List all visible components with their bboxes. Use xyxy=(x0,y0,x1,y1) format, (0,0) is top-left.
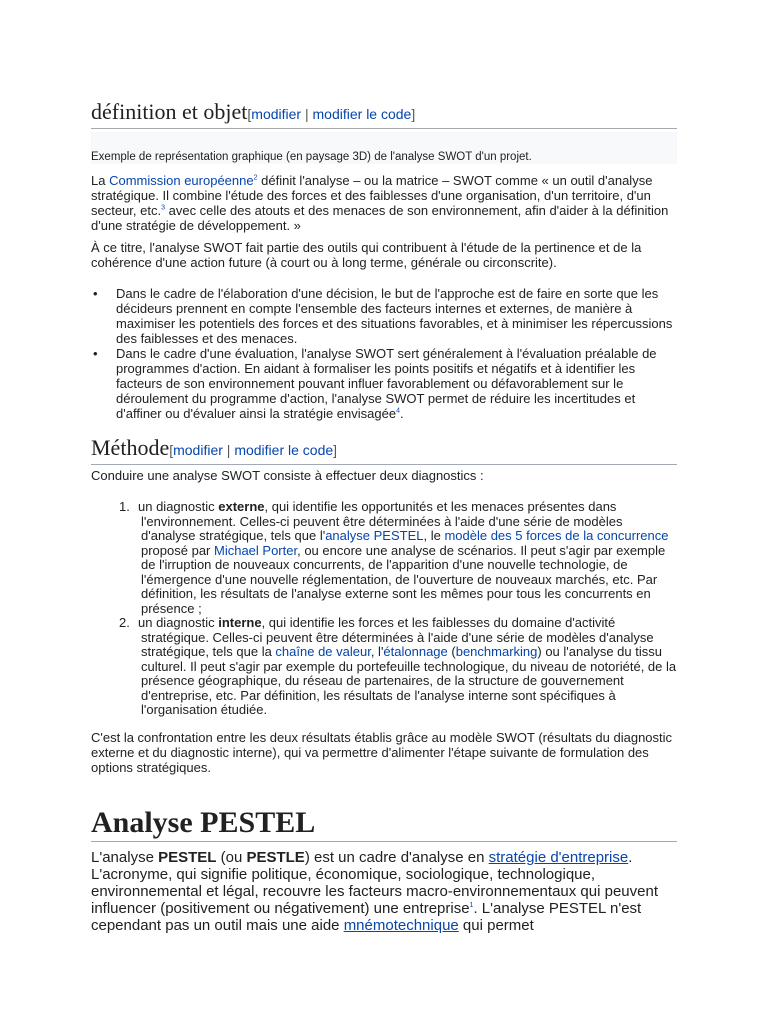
edit-links xyxy=(247,106,415,122)
edit-bracket-open: [ xyxy=(169,442,174,458)
list-item xyxy=(91,346,677,421)
section-title: Méthode xyxy=(91,435,170,460)
text: . L'analyse PESTEL n'est cependant pas un outil mais une aide xyxy=(91,900,642,934)
pestel-paragraph xyxy=(91,849,677,934)
link-5-forces[interactable]: modèle des 5 forces de la concurrence xyxy=(444,528,669,543)
list-number: 1. xyxy=(119,499,130,514)
text: proposé par xyxy=(141,542,214,558)
edit-bracket-close: ] xyxy=(333,442,338,458)
link-mnemotechnique[interactable]: mnémotechnique xyxy=(343,917,459,934)
text: . xyxy=(399,406,404,421)
text: , qui identifie les opportunités et les menaces présentes dans l'environnement. Celles-ci peuvent être déterminées à l'aide d'une série de modèles d'analyse stratégique, tels que l' xyxy=(141,499,623,543)
list-item-text: Dans le cadre de l'élaboration d'une décision, le but de l'approche est de faire en sorte que les décideurs prennent en compte l'ensemble des facteurs internes et externes, de manière à maximiser les potentiels des forces et des situations favorables, et à minimiser les répercussions des faiblesses et des menaces. xyxy=(116,286,673,346)
text: ( xyxy=(447,644,456,659)
link-chaine-de-valeur[interactable]: chaîne de valeur xyxy=(275,644,371,659)
definition-paragraph-2: À ce titre, l'analyse SWOT fait partie des outils qui contribuent à l'étude de la pertinence et de la cohérence d'une action future (à court ou à long terme, générale ou circonscrite). xyxy=(91,240,642,270)
link-commission-europeenne[interactable]: Commission européenne xyxy=(109,173,254,188)
bold-text: PESTLE xyxy=(246,849,305,866)
link-strategie-entreprise[interactable]: stratégie d'entreprise xyxy=(488,849,629,866)
list-item xyxy=(91,500,677,616)
text: La xyxy=(91,173,110,188)
edit-section-link[interactable]: modifier xyxy=(173,442,223,458)
text: L'analyse xyxy=(91,849,159,866)
edit-source-link[interactable]: modifier le code xyxy=(312,106,412,122)
text: , qui identifie les forces et les faiblesses du domaine d'activité stratégique. Celles-ci peuvent être déterminées à l'aide d'une série de modèles d'analyse stratégique, tels que la xyxy=(141,615,654,659)
edit-separator: | xyxy=(301,106,313,122)
footnote-ref[interactable]: 4 xyxy=(396,407,400,415)
footnote-ref[interactable]: 1 xyxy=(469,902,474,909)
list-item-text: Dans le cadre d'une évaluation, l'analyse SWOT sert généralement à l'évaluation préalable de programmes d'action. En aidant à formaliser les points positifs et négatifs et à identifier les facteurs de son environnement pouvant influer favorablement ou défavorablement sur le déroulement du programme d'action, l'analyse SWOT permet de réduire les incertitudes et d'affiner ou d'évaluer ainsi la stratégie envisagée xyxy=(116,346,657,421)
section-heading-definition xyxy=(91,99,677,129)
numbered-list xyxy=(91,500,677,718)
edit-bracket-close: ] xyxy=(411,106,416,122)
bullet-list xyxy=(91,286,677,421)
edit-separator: | xyxy=(222,442,235,458)
methode-conclusion: C'est la confrontation entre les deux résultats établis grâce au modèle SWOT (résultats du diagnostic externe et du diagnostic interne), qui va permettre d'alimenter l'étape suivante de formulation des options stratégiques. xyxy=(91,730,673,775)
text: avec celle des atouts et des menaces de son environnement, afin d'aider à la définition d'une stratégie de développement. » xyxy=(91,203,669,233)
edit-links xyxy=(169,442,337,458)
text: un diagnostic xyxy=(138,499,219,514)
section-heading-pestel xyxy=(91,806,677,842)
text: , ou encore une analyse de scénarios. Il peut s'agir par exemple de l'irruption de nouveaux concurrents, de l'apparition d'une nouvelle technologie, de l'émergence d'une nouvelle réglementation, de l'ouverture de nouveaux marchés, etc. Par définition, les résultats de l'analyse externe sont les mêmes pour tous les concurrents en présence ; xyxy=(141,542,666,616)
list-number: 2. xyxy=(119,615,130,630)
definition-paragraph-1 xyxy=(91,173,677,233)
bold-text: externe xyxy=(218,499,265,514)
text: un diagnostic xyxy=(138,615,219,630)
link-benchmarking[interactable]: benchmarking xyxy=(455,644,538,659)
list-item xyxy=(91,286,677,346)
section-heading-methode xyxy=(91,435,677,465)
text: ) ou l'analyse du tissu culturel. Il peut s'agir par exemple du portefeuille technologique, du niveau de notoriété, de la présence géographique, du réseau de partenaires, de la structure de gouvernement d'entreprise, etc. Par définition, les résultats de l'analyse interne sont spécifiques à l'organisation étudiée. xyxy=(141,644,677,717)
methode-intro: Conduire une analyse SWOT consiste à effectuer deux diagnostics : xyxy=(91,468,484,483)
footnote-ref[interactable]: 3 xyxy=(161,204,165,212)
edit-source-link[interactable]: modifier le code xyxy=(234,442,334,458)
section-title: définition et objet xyxy=(91,99,248,124)
text: définit l'analyse – ou la matrice – SWOT comme « un outil d'analyse stratégique. Il combine l'étude des forces et des faiblesses d'une organisation, d'un territoire, d'un secteur, etc. xyxy=(91,173,653,218)
text: qui permet xyxy=(458,917,534,934)
bold-text: PESTEL xyxy=(158,849,217,866)
text: ) est un cadre d'analyse en xyxy=(304,849,489,866)
edit-bracket-open: [ xyxy=(247,106,252,122)
text: . L'acronyme, qui signifie politique, économique, sociologique, technologique, environnemental et légal, recouvre les facteurs macro-environnementaux qui peuvent influencer (positivement ou négativement) une entreprise xyxy=(91,849,658,917)
bold-text: interne xyxy=(218,615,262,630)
footnote-ref[interactable]: 2 xyxy=(253,174,258,182)
text: , le xyxy=(423,528,445,543)
link-analyse-pestel[interactable]: analyse PESTEL xyxy=(325,528,424,543)
text: (ou xyxy=(216,849,247,866)
section-title: Analyse PESTEL xyxy=(91,806,316,839)
list-item xyxy=(91,616,677,718)
edit-section-link[interactable]: modifier xyxy=(251,106,302,122)
link-etalonnage[interactable]: étalonnage xyxy=(383,644,448,659)
link-michael-porter[interactable]: Michael Porter xyxy=(214,542,298,558)
text: , l' xyxy=(370,644,384,659)
image-caption: Exemple de représentation graphique (en paysage 3D) de l'analyse SWOT d'un projet. xyxy=(91,132,677,164)
